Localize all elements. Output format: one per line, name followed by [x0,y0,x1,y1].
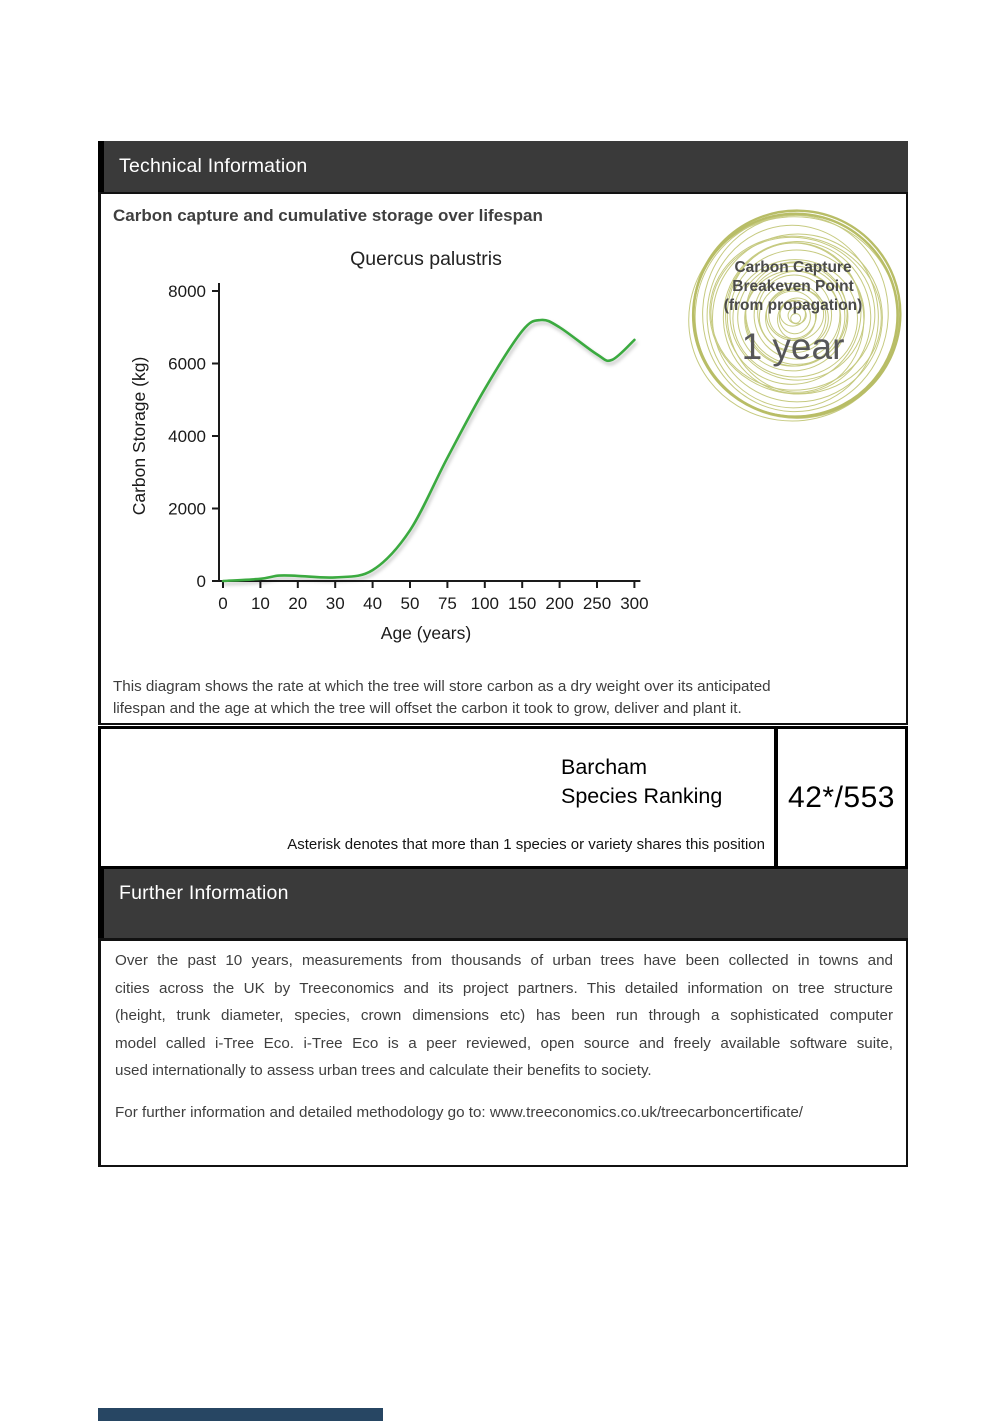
technical-information-header: Technical Information [98,141,908,192]
svg-text:30: 30 [325,594,345,613]
svg-text:0: 0 [196,572,206,591]
svg-text:300: 300 [620,594,649,613]
ranking-title-line2: Species Ranking [561,784,723,808]
breakeven-title-line1: Carbon Capture [734,259,852,276]
chart-heading: Carbon capture and cumulative storage over lifespan [113,206,543,225]
chart-description [113,676,771,719]
y-axis-label: Carbon Storage (kg) [129,356,149,516]
further-info-paragraph [115,947,893,1126]
svg-text:4000: 4000 [168,427,206,446]
svg-text:100: 100 [470,594,499,613]
svg-text:0: 0 [218,594,228,613]
x-axis-label: Age (years) [380,623,472,643]
species-ranking-value: 42*/553 [788,780,895,814]
further-information-header: Further Information [98,869,908,938]
svg-text:40: 40 [363,594,383,613]
svg-text:250: 250 [582,594,612,613]
chart-description-line2: lifespan and the age at which the tree will offset the carbon it took to grow, deliver and plant it. [113,699,742,717]
svg-text:150: 150 [508,594,537,613]
carbon-storage-chart [111,239,671,647]
svg-text:8000: 8000 [168,282,206,301]
asterisk-note: Asterisk denotes that more than 1 species or variety shares this position [287,836,765,853]
technical-information-panel [98,192,908,725]
svg-text:6000: 6000 [168,354,206,374]
breakeven-title-line3: (from propagation) [723,297,863,314]
paragraph-line: cities across the UK by Treeconomics and its project partners. This detailed information on tree structure [115,979,893,997]
chart-description-line1: This diagram shows the rate at which the tree will store carbon as a dry weight over its anticipated [113,678,771,695]
chart-plot-area [168,282,648,613]
further-information-panel [98,938,908,1167]
svg-text:50: 50 [400,594,420,613]
chart-title: Quercus palustris [350,248,502,270]
paragraph-line: (height, trunk diameter, species, crown dimensions etc) has been run through a sophisticated computer [115,1007,893,1024]
species-ranking-box [98,726,908,869]
further-info-url-line: For further information and detailed methodology go to: www.treeconomics.co.uk/treecarboncertificate/ [115,1103,804,1121]
svg-text:75: 75 [437,594,457,613]
breakeven-value: 1 year [741,326,845,367]
ranking-title-line1: Barcham [561,755,648,779]
paragraph-line: used internationally to assess urban trees and calculate their benefits to society. [115,1062,652,1079]
svg-text:2000: 2000 [168,499,206,519]
paragraph-line: model called i-Tree Eco. i-Tree Eco is a peer reviewed, open source and freely available software suite, [115,1034,893,1052]
species-ranking-title [561,753,722,811]
breakeven-title-line2: Breakeven Point [732,278,854,295]
species-ranking-left-cell [101,729,778,866]
paragraph-line: Over the past 10 years, measurements from thousands of urban trees have been collected in towns and [115,952,893,969]
svg-text:200: 200 [545,594,574,613]
svg-text:10: 10 [250,594,270,613]
page-bottom-bar [98,1408,383,1421]
svg-text:20: 20 [288,594,308,613]
breakeven-badge [673,258,908,367]
